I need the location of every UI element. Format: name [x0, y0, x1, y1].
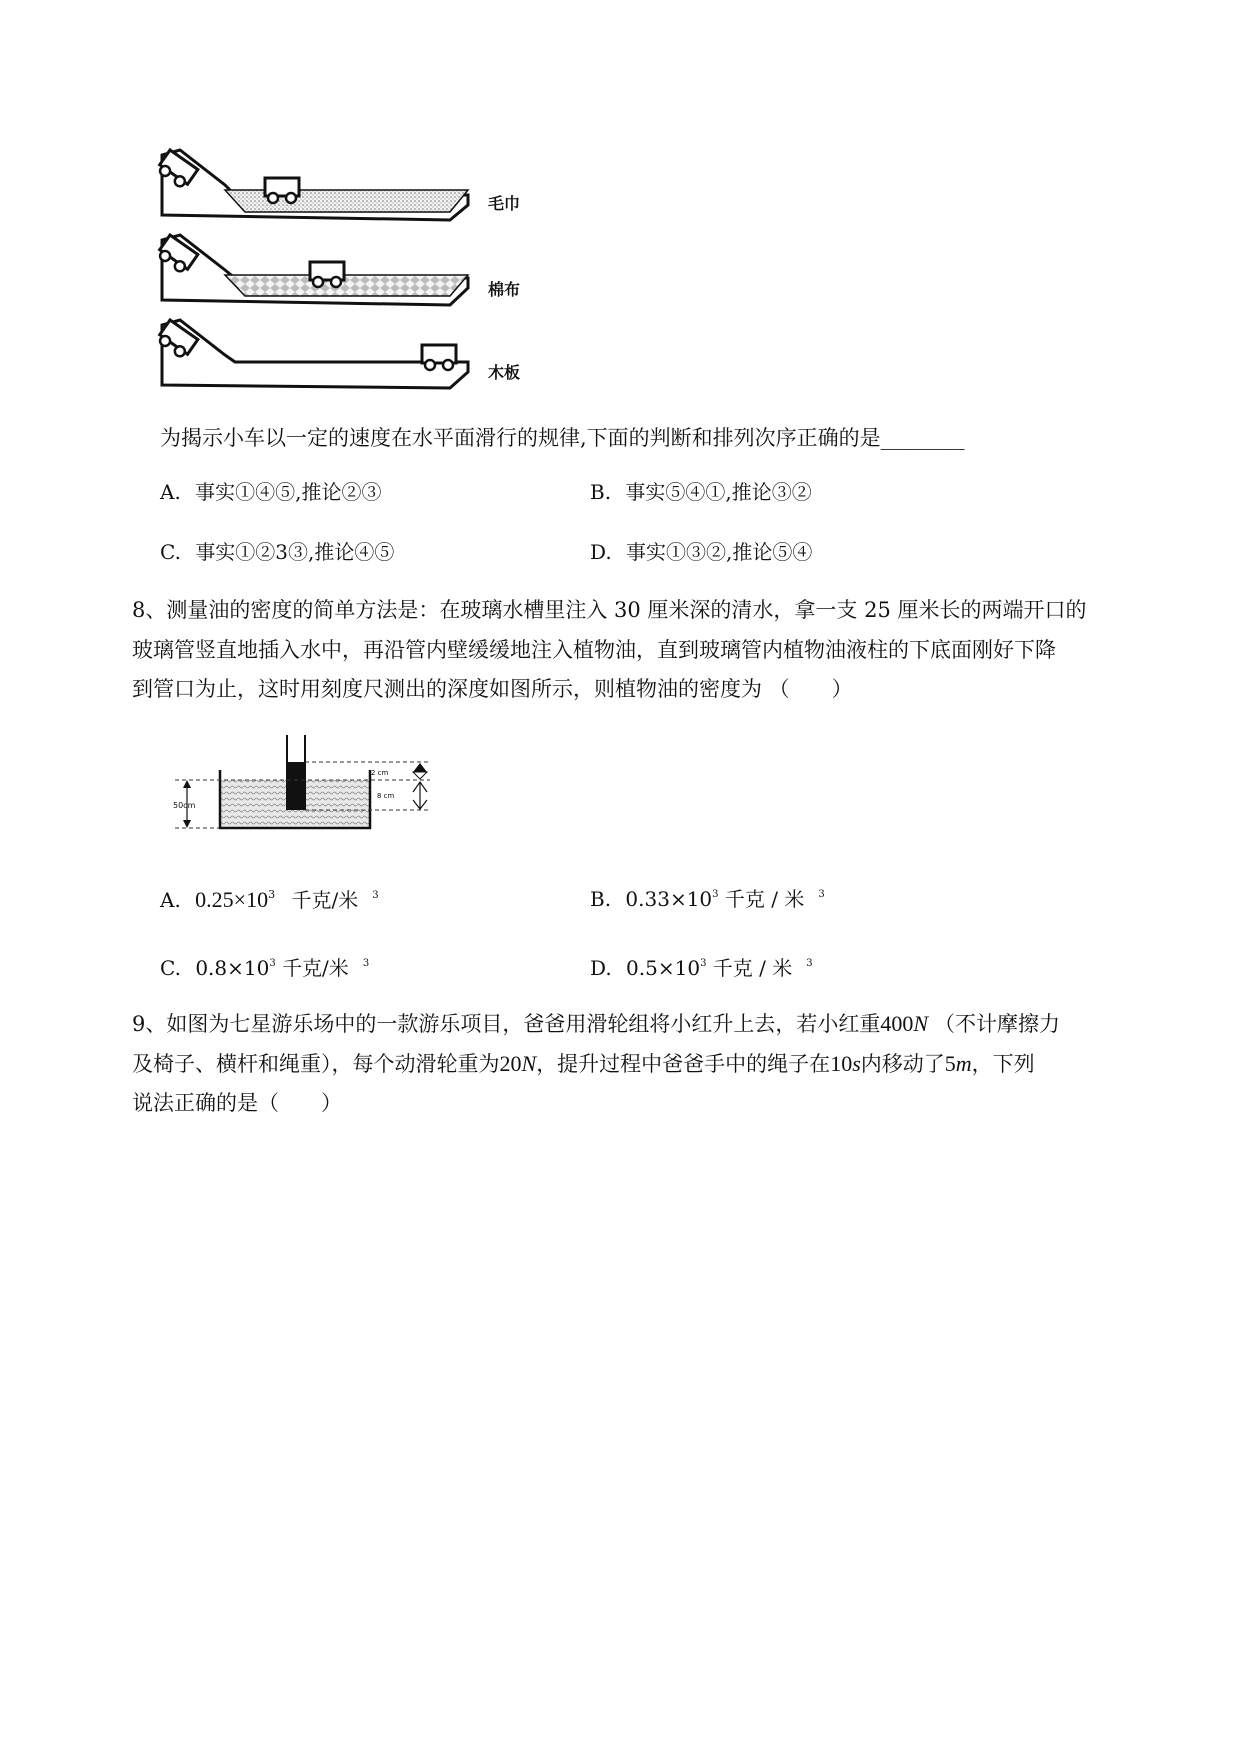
- option-unit: 千克 / 米: [724, 887, 805, 911]
- q8-option-a: [160, 880, 379, 915]
- option-text: 事实①④⑤,推论②③: [195, 480, 382, 504]
- q9-var: N: [913, 1011, 929, 1036]
- q9-var: s: [852, 1051, 861, 1076]
- option-text: 事实⑤④①,推论③②: [625, 480, 812, 504]
- q9-num: 400: [880, 1011, 914, 1036]
- option-letter: D.: [590, 956, 612, 980]
- q9-text: 内移动了: [860, 1052, 945, 1076]
- q9-line-2: [132, 1044, 1035, 1084]
- q8-option-c: [160, 949, 369, 983]
- q9-num: 5: [944, 1051, 956, 1076]
- option-mantissa: 0.25×10: [195, 887, 269, 912]
- option-unit-exp: 3: [818, 889, 825, 900]
- q9-text: ，提升过程中爸爸手中的绳子在: [536, 1052, 831, 1076]
- option-mantissa: 0.33×10: [625, 887, 713, 911]
- q7-option-d: [590, 537, 812, 567]
- option-unit: 千克/米: [291, 888, 359, 912]
- q9-text: （不计摩擦力: [934, 1012, 1061, 1036]
- q8-option-b: [590, 880, 825, 914]
- option-unit: 千克/米: [282, 956, 349, 980]
- option-unit-exp: 3: [362, 958, 370, 969]
- option-exp: 3: [700, 958, 707, 969]
- q9-num: 20: [499, 1051, 522, 1076]
- fig2-label-top: 2 cm: [371, 769, 389, 777]
- q7-option-b: [590, 477, 812, 507]
- q8-line-3: 到管口为止，这时用刻度尺测出的深度如图所示，则植物油的密度为 （ ）: [132, 677, 853, 701]
- label-towel: 毛巾: [488, 194, 521, 213]
- option-letter: A.: [160, 888, 181, 912]
- label-wood: 木板: [488, 363, 521, 382]
- q9-var: N: [521, 1051, 537, 1076]
- fig2-label-left: 50cm: [173, 801, 196, 810]
- q9-line-1: [132, 1004, 1060, 1044]
- q9-text: 9、如图为七星游乐场中的一款游乐项目，爸爸用滑轮组将小红升上去，若小红重: [132, 1012, 881, 1036]
- ramp-experiment-figure: [150, 140, 570, 390]
- q7-stem: 为揭示小车以一定的速度在水平面滑行的规律,下面的判断和排列次序正确的是________: [160, 426, 965, 450]
- fig2-label-mid: 8 cm: [377, 792, 395, 800]
- option-letter: D.: [590, 540, 612, 564]
- option-exp: 3: [268, 888, 276, 901]
- option-text: 事实①③②,推论⑤④: [626, 540, 813, 564]
- q9-line-3: 说法正确的是（ ）: [132, 1091, 342, 1115]
- q8-line-1: 8、测量油的密度的简单方法是：在玻璃水槽里注入 30 厘米深的清水，拿一支 25 厘米长的两端开口的: [132, 598, 1087, 622]
- tank-tube-figure: [165, 730, 445, 840]
- option-unit: 千克 / 米: [712, 956, 793, 980]
- q8-line-2: 玻璃管竖直地插入水中，再沿管内壁缓缓地注入植物油，直到玻璃管内植物油液柱的下底面刚好下降: [132, 638, 1056, 662]
- q9-num: 10: [830, 1051, 853, 1076]
- ramp-towel: [156, 150, 468, 220]
- option-letter: C.: [160, 540, 181, 564]
- option-mantissa: 0.5×10: [626, 956, 701, 980]
- option-text: 事实①②3③,推论④⑤: [195, 540, 395, 564]
- q9-text: ，下列: [971, 1052, 1035, 1076]
- q7-option-a: [160, 477, 382, 507]
- option-unit-exp: 3: [806, 958, 813, 969]
- q8-option-d: [590, 949, 813, 983]
- option-letter: B.: [590, 887, 612, 911]
- option-exp: 3: [712, 889, 719, 900]
- option-letter: B.: [590, 480, 612, 504]
- ramp-wood: [156, 320, 468, 388]
- option-exp: 3: [269, 958, 276, 969]
- q9-var: m: [955, 1051, 972, 1076]
- ramp-cotton: [156, 235, 468, 305]
- label-cotton: 棉布: [488, 280, 521, 299]
- option-letter: C.: [160, 956, 181, 980]
- option-mantissa: 0.8×10: [195, 956, 270, 980]
- q7-option-c: [160, 537, 394, 567]
- q9-text: 及椅子、横杆和绳重），每个动滑轮重为: [132, 1052, 500, 1076]
- option-unit-exp: 3: [372, 890, 379, 901]
- option-letter: A.: [160, 480, 181, 504]
